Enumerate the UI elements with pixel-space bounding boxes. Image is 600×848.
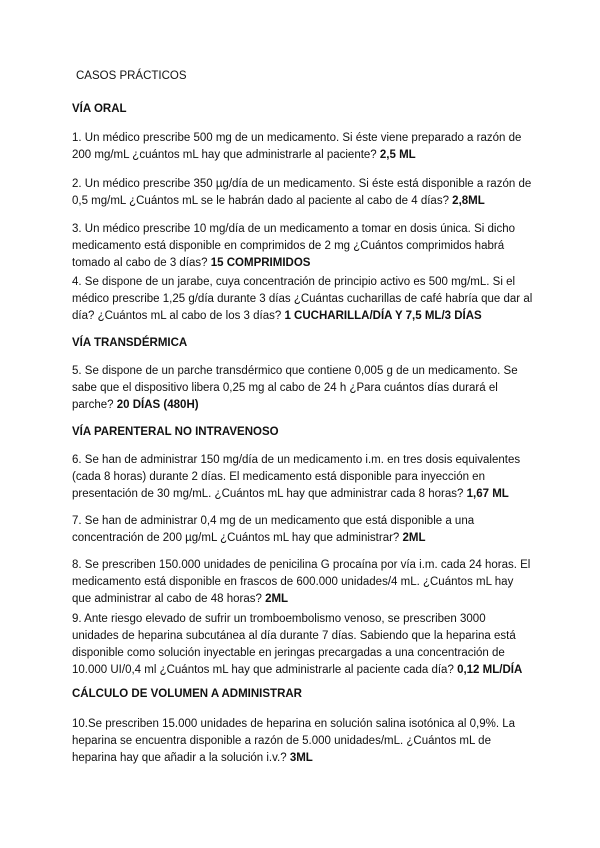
- problem-8: [72, 557, 534, 608]
- problem-9-text: 9. Ante riesgo elevado de sufrir un tromboembolismo venoso, se prescriben 3000 unidades de heparina subcutánea al día durante 7 días. Sabiendo que la heparina está disponible como solución inyectable en jeringas precargadas a una concentración de 10.000 UI/0,4 ml ¿Cuántos mL hay que administrarle al paciente cada día?: [72, 613, 516, 676]
- document-title: CASOS PRÁCTICOS: [76, 70, 187, 82]
- section-heading-via-transdermica: VÍA TRANSDÉRMICA: [72, 337, 188, 349]
- problem-2-text: 2. Un médico prescribe 350 µg/día de un medicamento. Si éste está disponible a razón de 0,5 mg/mL ¿Cuántos mL se le habrán dado al paciente al cabo de 4 días?: [72, 178, 532, 207]
- problem-10-text: 10.Se prescriben 15.000 unidades de heparina en solución salina isotónica al 0,9%. La heparina se encuentra disponible a razón de 5.000 unidades/mL. ¿Cuántos mL de heparina hay que añadir a la solución i.v.?: [72, 718, 516, 764]
- problem-5-text: 5. Se dispone de un parche transdérmico que contiene 0,005 g de un medicamento. Se sabe que el dispositivo libera 0,25 mg al cabo de 24 h ¿Para cuántos días durará el parche?: [72, 365, 518, 411]
- problem-6-text: 6. Se han de administrar 150 mg/día de un medicamento i.m. en tres dosis equivalentes (cada 8 horas) durante 2 días. El medicamento está disponible para inyección en presentación de 30 mg/mL. ¿Cuántos mL hay que administrar cada 8 horas?: [72, 454, 521, 500]
- problem-1-answer: 2,5 ML: [379, 149, 416, 161]
- problem-2-answer: 2,8ML: [452, 195, 485, 207]
- problem-3-answer: 15 COMPRIMIDOS: [210, 257, 311, 269]
- problem-7: [72, 513, 534, 547]
- problem-6: [72, 452, 534, 503]
- problem-9: [72, 611, 534, 679]
- problem-4-text: 4. Se dispone de un jarabe, cuya concentración de principio activo es 500 mg/mL. Si el médico prescribe 1,25 g/día durante 3 días ¿Cuántas cucharillas de café habría que dar al día? ¿Cuántos mL al cabo de los 3 días?: [72, 276, 533, 322]
- problem-9-answer: 0,12 ML/DÍA: [457, 664, 523, 676]
- problem-2: [72, 176, 534, 210]
- section-heading-calculo-volumen: CÁLCULO DE VOLUMEN A ADMINISTRAR: [72, 688, 302, 700]
- section-heading-via-parenteral: VÍA PARENTERAL NO INTRAVENOSO: [72, 426, 279, 438]
- problem-1-text: 1. Un médico prescribe 500 mg de un medicamento. Si éste viene preparado a razón de 200 mg/mL ¿cuántos mL hay que administrarle al paciente?: [72, 132, 522, 161]
- problem-8-answer: 2ML: [265, 593, 289, 605]
- problem-6-answer: 1,67 ML: [466, 488, 509, 500]
- problem-10-answer: 3ML: [289, 752, 313, 764]
- problem-3: [72, 221, 534, 272]
- problem-7-text: 7. Se han de administrar 0,4 mg de un medicamento que está disponible a una concentración de 200 µg/mL ¿Cuántos mL hay que administrar?: [72, 515, 475, 544]
- problem-1: [72, 130, 534, 164]
- problem-7-answer: 2ML: [402, 532, 426, 544]
- problem-5: [72, 363, 534, 414]
- problem-5-answer: 20 DÍAS (480H): [116, 399, 199, 411]
- problem-3-text: 3. Un médico prescribe 10 mg/día de un medicamento a tomar en dosis única. Si dicho medicamento está disponible en comprimidos de 2 mg ¿Cuántos comprimidos habrá tomado al cabo de 3 días?: [72, 223, 515, 269]
- problem-4: [72, 274, 534, 325]
- problem-10: [72, 716, 534, 767]
- problem-4-answer: 1 CUCHARILLA/DÍA Y 7,5 ML/3 DÍAS: [284, 310, 482, 322]
- problem-8-text: 8. Se prescriben 150.000 unidades de penicilina G procaína por vía i.m. cada 24 horas. El medicamento está disponible en frascos de 600.000 unidades/4 mL. ¿Cuántos mL hay que administrar al cabo de 48 horas?: [72, 559, 531, 605]
- section-heading-via-oral: VÍA ORAL: [72, 103, 127, 115]
